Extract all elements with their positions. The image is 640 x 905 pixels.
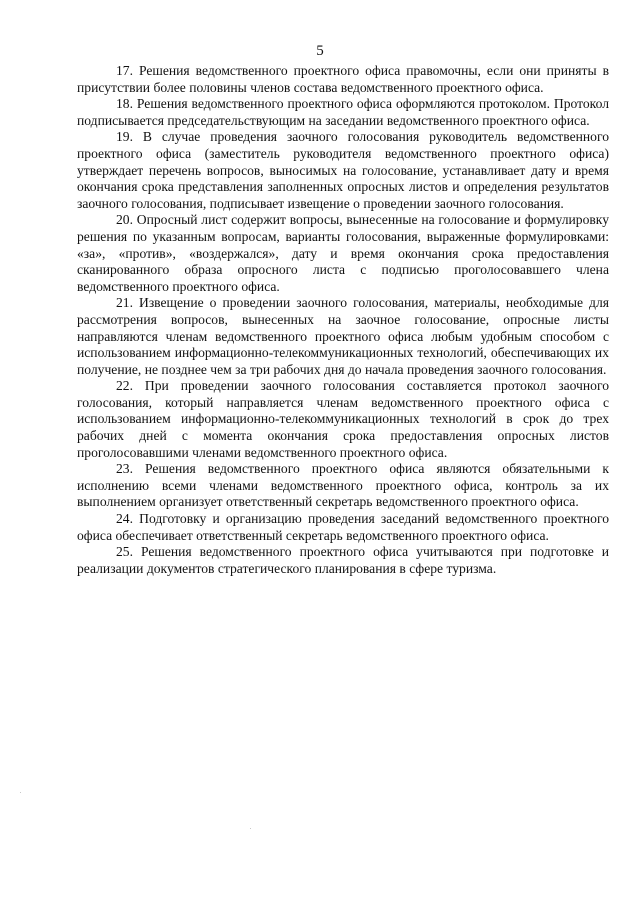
- paragraph-21: 21. Извещение о проведении заочного голосования, материалы, необходимые для рассмотрения вопросов, вынесенных на заочное голосование, опросные листы направляются членам ведомственного проектного офиса любым удобным способом с использованием информационно-телекоммуникационных технологий, обеспечивающих их получение, не позднее чем за три рабочих дня до начала проведения заочного голосования.: [77, 295, 609, 377]
- document-body: [77, 63, 609, 577]
- page-number: 5: [316, 43, 324, 59]
- paragraph-23: 23. Решения ведомственного проектного офиса являются обязательными к исполнению всеми членами ведомственного проектного офиса, контроль за их выполнением организует ответственный секретарь ведомственного проектного офиса.: [77, 461, 609, 510]
- paragraph-18: 18. Решения ведомственного проектного офиса оформляются протоколом. Протокол подписывается председательствующим на заседании ведомственного проектного офиса.: [77, 96, 609, 128]
- paragraph-24: 24. Подготовку и организацию проведения заседаний ведомственного проектного офиса обеспечивает ответственный секретарь ведомственного проектного офиса.: [77, 511, 609, 543]
- paragraph-20: 20. Опросный лист содержит вопросы, вынесенные на голосование и формулировку решения по указанным вопросам, варианты голосования, выраженные формулировками: «за», «против», «воздержался», дату и время окончания срока предоставления сканированного образа опросного листа с подписью проголосовавшего члена ведомственного проектного офиса.: [77, 212, 609, 294]
- scan-speck: [250, 828, 251, 829]
- scan-speck: [20, 792, 21, 793]
- paragraph-25: 25. Решения ведомственного проектного офиса учитываются при подготовке и реализации документов стратегического планирования в сфере туризма.: [77, 544, 609, 576]
- paragraph-17: 17. Решения ведомственного проектного офиса правомочны, если они приняты в присутствии более половины членов состава ведомственного проектного офиса.: [77, 63, 609, 95]
- paragraph-22: 22. При проведении заочного голосования составляется протокол заочного голосования, который направляется членам ведомственного проектного офиса с использованием информационно-телекоммуникационных технологий в срок до трех рабочих дней с момента окончания срока предоставления опросных листов проголосовавшими членами ведомственного проектного офиса.: [77, 378, 609, 460]
- paragraph-19: 19. В случае проведения заочного голосования руководитель ведомственного проектного офиса (заместитель руководителя ведомственного проектного офиса) утверждает перечень вопросов, выносимых на голосование, устанавливает дату и время окончания срока представления заполненных опросных листов и определения результатов заочного голосования, подписывает извещение о проведении заочного голосования.: [77, 129, 609, 211]
